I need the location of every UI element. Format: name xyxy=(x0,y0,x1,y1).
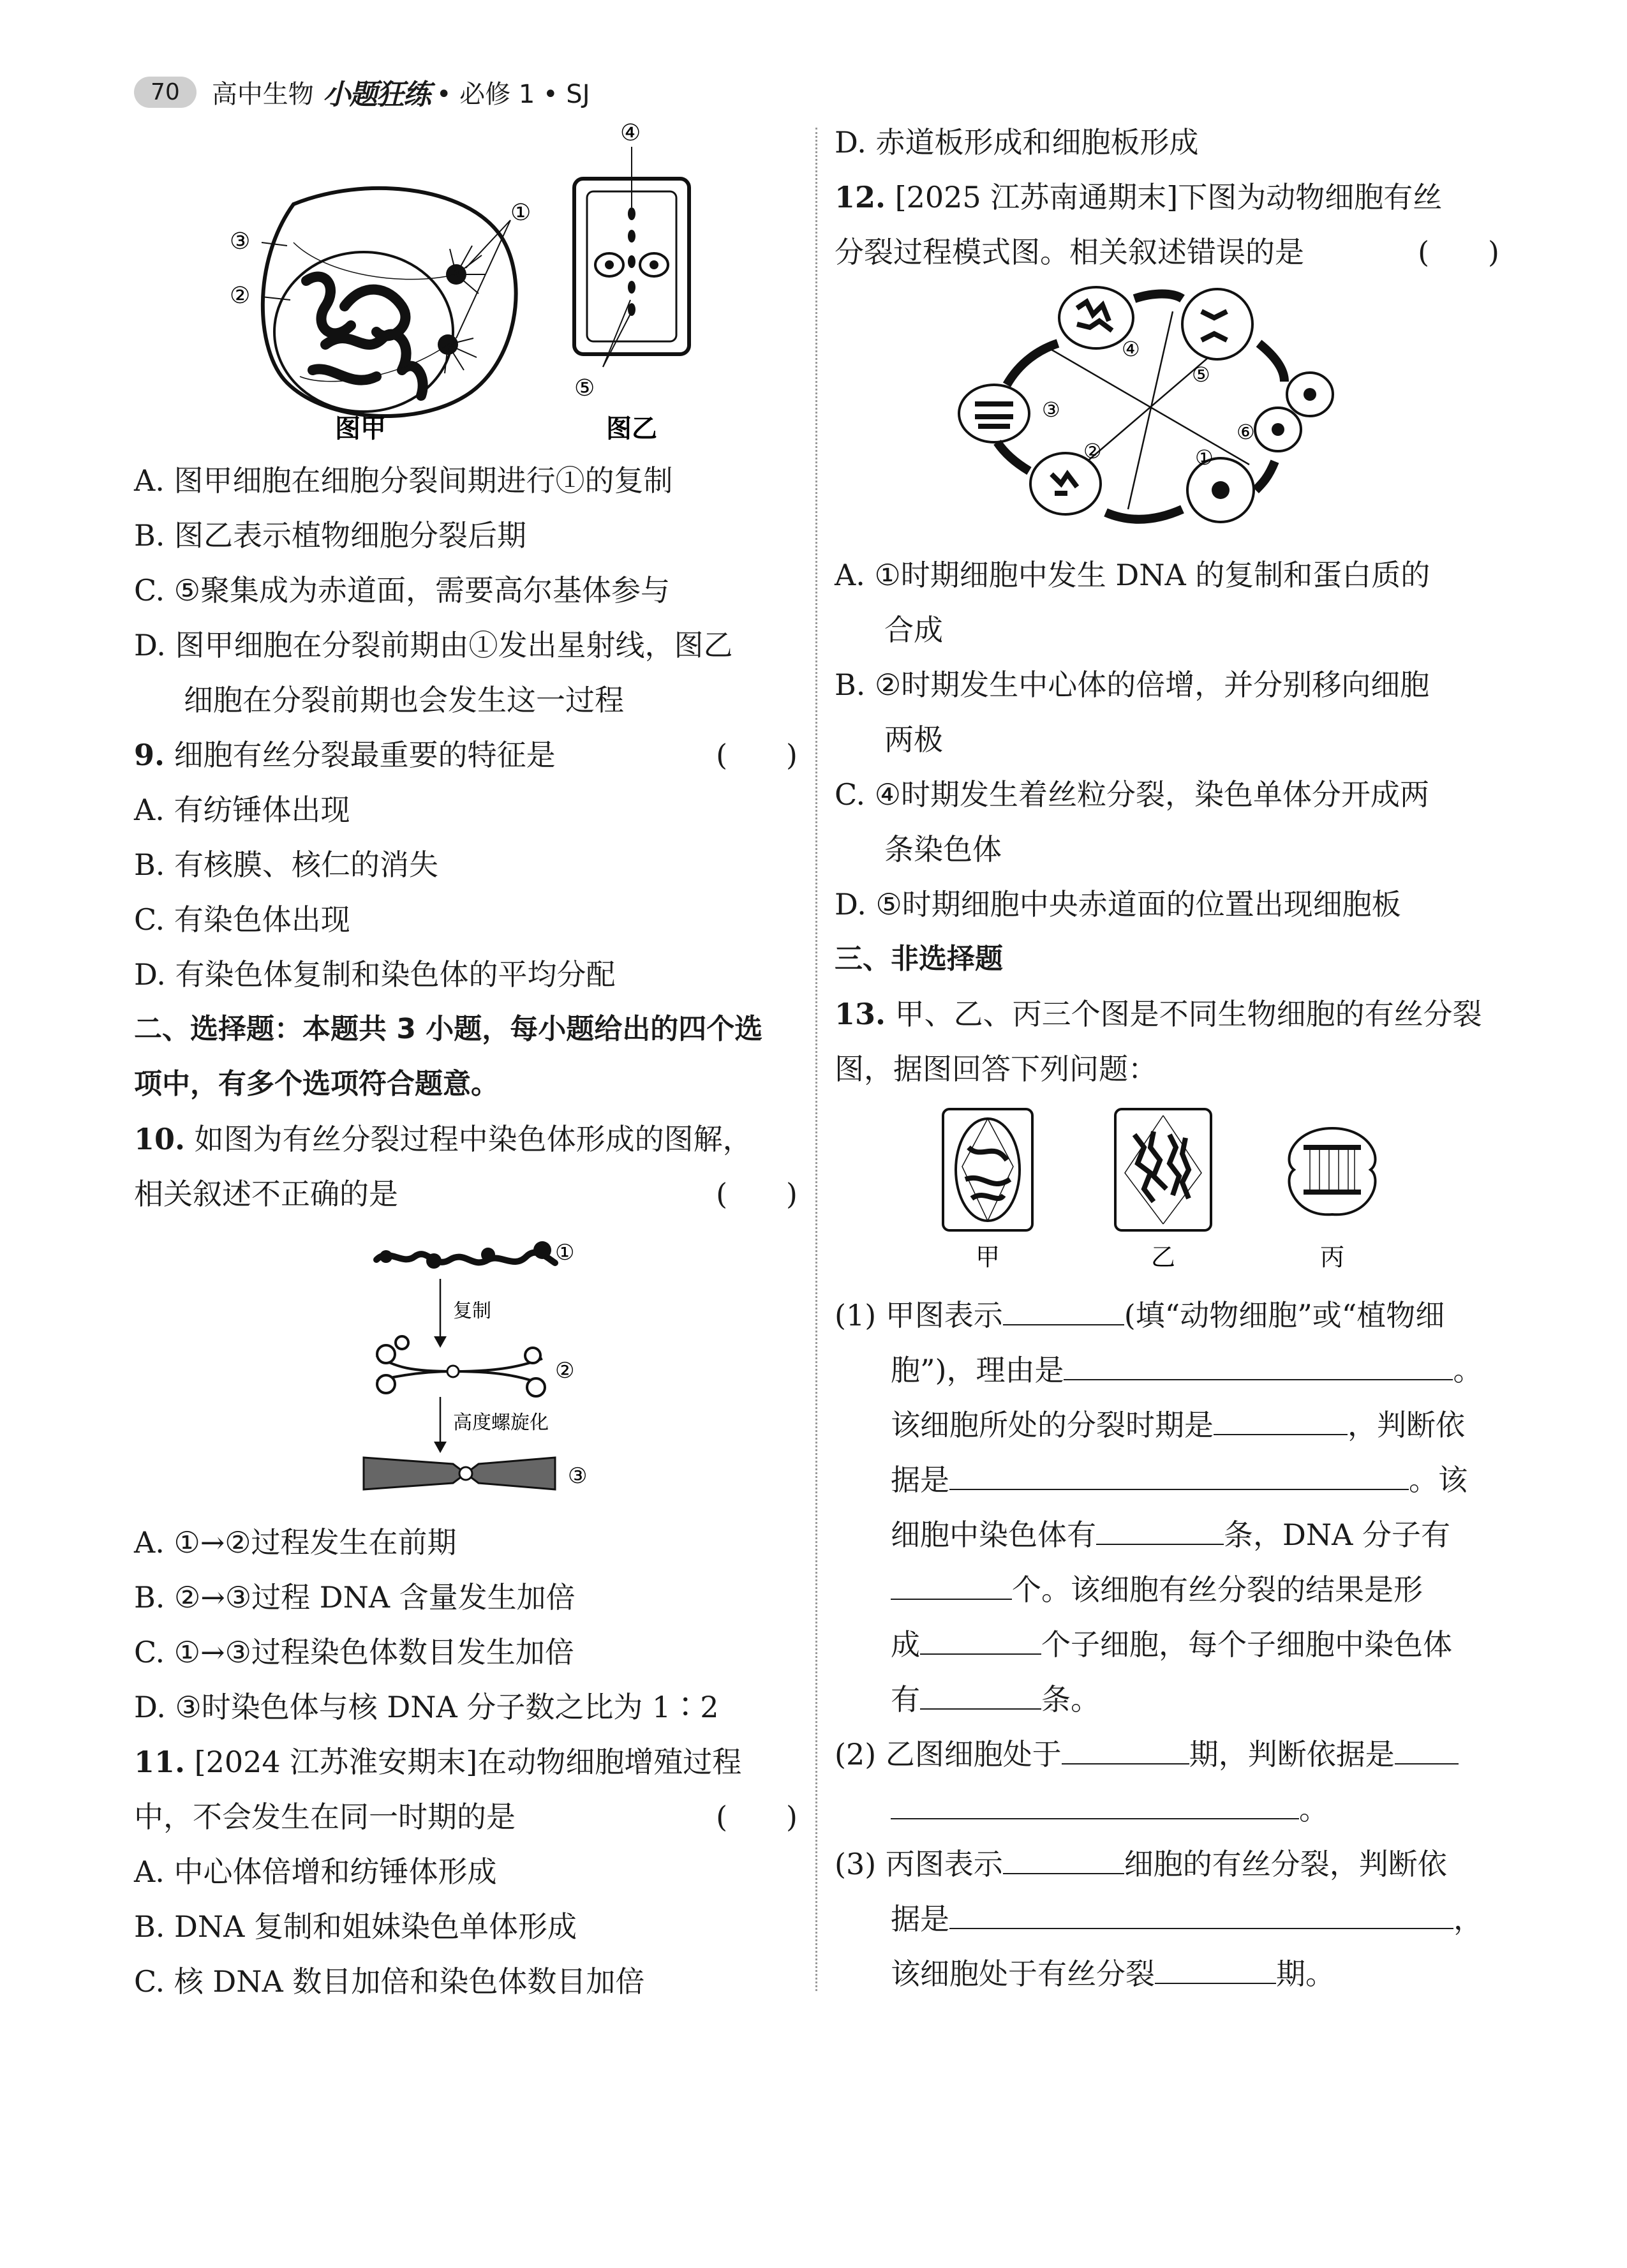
q12-stem-text2: 分裂过程模式图。相关叙述错误的是 xyxy=(835,235,1304,269)
q13-part1-line6 xyxy=(835,1562,1506,1617)
left-column xyxy=(134,115,804,2009)
q13-blank-chromosome-count[interactable] xyxy=(1096,1508,1224,1545)
q13-p1-l3a: 该细胞所处的分裂时期是 xyxy=(891,1408,1214,1442)
q8-option-d-line2: 细胞在分裂前期也会发生这一过程 xyxy=(184,683,624,717)
fig10-copy-label: 复制 xyxy=(453,1300,491,1322)
q13-p3-l1b: 细胞的有丝分裂，判断依 xyxy=(1124,1847,1447,1881)
q8-option-c: C. ⑤聚集成为赤道面，需要高尔基体参与 xyxy=(134,573,671,608)
cell-bing-q13 xyxy=(1289,1128,1376,1214)
q13-blank-reason[interactable] xyxy=(1064,1343,1453,1380)
book-subtitle: • 必修 1 • SJ xyxy=(436,79,590,109)
q11-stem-line2 xyxy=(134,1789,804,1844)
fig8-label-4: ④ xyxy=(620,120,641,146)
q9-stem-text: 细胞有丝分裂最重要的特征是 xyxy=(174,738,556,772)
cell-jia-q13 xyxy=(943,1109,1032,1230)
q10-stem-line2 xyxy=(134,1167,804,1221)
q12-option-a-line2: 合成 xyxy=(884,613,943,647)
q8-option-b: B. 图乙表示植物细胞分裂后期 xyxy=(134,518,527,553)
section3-heading: 三、非选择题 xyxy=(835,943,1003,975)
fig13-caption-bing: 丙 xyxy=(1319,1243,1345,1271)
q13-p1-l8b: 条。 xyxy=(1041,1682,1100,1717)
fig10-label-3: ③ xyxy=(568,1463,588,1489)
q13-p1-l4a: 据是 xyxy=(891,1463,949,1497)
cell-jia-illustration xyxy=(262,188,516,416)
q13-part3-line3 xyxy=(835,1946,1506,2001)
q9-option-a: A. 有纺锤体出现 xyxy=(134,793,350,827)
q13-part3-line1 xyxy=(835,1837,1506,1891)
figure-q10-drawing xyxy=(134,1221,804,1515)
cell-stage-3 xyxy=(959,385,1029,442)
cell-stage-5 xyxy=(1182,289,1252,359)
q10-answer-paren: ( ) xyxy=(716,1177,798,1211)
q10-stem-line1 xyxy=(134,1112,804,1167)
q10-option-b: B. ②→③过程 DNA 含量发生加倍 xyxy=(134,1580,576,1615)
q13-p2-l1b: 期，判断依据是 xyxy=(1189,1737,1395,1772)
chromatin-illustration xyxy=(376,1241,555,1269)
fig10-label-2: ② xyxy=(555,1358,575,1384)
figure-q13-drawing xyxy=(835,1096,1506,1288)
figure-q8-drawing xyxy=(134,115,804,453)
q11-number: 11. xyxy=(134,1745,186,1779)
section2-heading-line1: 二、选择题：本题共 3 小题，每小题给出的四个选 xyxy=(134,1013,763,1045)
q12-stem-line1 xyxy=(835,170,1506,225)
q10-option-d: D. ③时染色体与核 DNA 分子数之比为 1∶2 xyxy=(134,1690,719,1724)
q13-blank-yi-basis-start[interactable] xyxy=(1395,1727,1459,1764)
q13-blank-cell-type[interactable] xyxy=(1003,1288,1124,1325)
q13-p3-l2a: 据是 xyxy=(891,1902,949,1936)
q13-p3-l2b: ， xyxy=(1453,1902,1483,1936)
q9-option-c: C. 有染色体出现 xyxy=(134,902,350,937)
q13-p1-l2b: 。 xyxy=(1453,1353,1483,1387)
q13-part1-line8 xyxy=(835,1672,1506,1727)
q12-number: 12. xyxy=(835,180,886,214)
q13-stem-text1: 甲、乙、丙三个图是不同生物细胞的有丝分裂 xyxy=(895,997,1482,1031)
q13-part1-line5 xyxy=(835,1507,1506,1562)
cell-yi-q13 xyxy=(1115,1109,1211,1230)
cycle-arrow-5-6 xyxy=(1259,343,1284,382)
q11-stem-text2: 中，不会发生在同一时期的是 xyxy=(134,1800,516,1834)
q13-part1-line1 xyxy=(835,1288,1506,1343)
q11-option-c: C. 核 DNA 数目加倍和染色体数目加倍 xyxy=(134,1964,645,1999)
arrow-copy-head xyxy=(434,1336,447,1348)
q11-stem-text1: [2024 江苏淮安期末]在动物细胞增殖过程 xyxy=(194,1745,742,1779)
q13-stem-line2: 图，据图回答下列问题： xyxy=(835,1052,1157,1086)
q13-blank-dna-count[interactable] xyxy=(891,1563,1012,1600)
q13-part1-line4 xyxy=(835,1452,1506,1507)
fig8-caption-yi: 图乙 xyxy=(606,414,657,444)
q10-stem-text1: 如图为有丝分裂过程中染色体形成的图解， xyxy=(194,1122,752,1156)
q12-option-b-line1: B. ②时期发生中心体的倍增，并分别移向细胞 xyxy=(835,668,1430,702)
q13-blank-daughter-chromosomes[interactable] xyxy=(920,1673,1041,1710)
q11-option-a: A. 中心体倍增和纺锤体形成 xyxy=(134,1854,497,1889)
q13-p1-l6b: 个。该细胞有丝分裂的结果是形 xyxy=(1012,1572,1423,1607)
figure-q10 xyxy=(134,1221,804,1515)
q13-p1-l8a: 有 xyxy=(891,1682,920,1717)
fig8-label-3: ③ xyxy=(230,228,251,255)
fig10-label-1: ① xyxy=(555,1240,575,1265)
fig8-label-1: ① xyxy=(510,200,531,226)
q13-blank-yi-basis[interactable] xyxy=(891,1782,1299,1819)
fig13-caption-jia: 甲 xyxy=(975,1243,1000,1271)
q13-blank-basis[interactable] xyxy=(949,1453,1409,1490)
fig12-label-2: ② xyxy=(1083,439,1102,463)
q10-number: 10. xyxy=(134,1122,186,1156)
cycle-arrow-1-2 xyxy=(1106,509,1182,519)
q13-blank-bing-basis[interactable] xyxy=(949,1892,1453,1929)
q8-option-a: A. 图甲细胞在细胞分裂间期进行①的复制 xyxy=(134,463,673,498)
fig10-spiral-label: 高度螺旋化 xyxy=(453,1412,549,1434)
fig12-label-6: ⑥ xyxy=(1237,420,1255,444)
q9-option-b: B. 有核膜、核仁的消失 xyxy=(134,847,439,882)
fig8-label-2: ② xyxy=(230,283,251,309)
fig8-label-5: ⑤ xyxy=(574,375,595,401)
q13-p1-l3b: ，判断依 xyxy=(1348,1408,1465,1442)
q13-blank-yi-stage[interactable] xyxy=(1062,1727,1189,1764)
fig12-label-3: ③ xyxy=(1042,398,1060,422)
cycle-arrow-2-3 xyxy=(997,442,1029,471)
q13-p1-l2a: 胞”)，理由是 xyxy=(891,1353,1064,1387)
figure-q12-drawing xyxy=(835,280,1506,548)
q13-part1-line7 xyxy=(835,1617,1506,1672)
cell-stage-6 xyxy=(1255,373,1333,451)
q11-stem-line1 xyxy=(134,1735,804,1789)
q9-option-d: D. 有染色体复制和染色体的平均分配 xyxy=(134,957,616,992)
q13-part3-line2 xyxy=(835,1891,1506,1946)
q9-answer-paren: ( ) xyxy=(716,738,798,772)
q13-blank-stage[interactable] xyxy=(1214,1398,1348,1435)
q10-option-a: A. ①→②过程发生在前期 xyxy=(134,1525,457,1560)
q13-blank-daughter-cells[interactable] xyxy=(920,1618,1041,1655)
q10-stem-text2: 相关叙述不正确的是 xyxy=(134,1177,398,1211)
q13-p1-l1a: (1) 甲图表示 xyxy=(835,1298,1003,1332)
right-column xyxy=(835,115,1506,2001)
q13-part1-line2 xyxy=(835,1343,1506,1398)
arrow-spiral-head xyxy=(434,1442,447,1453)
q13-part1-line3 xyxy=(835,1398,1506,1452)
cycle-arrow-4-5 xyxy=(1134,294,1182,299)
q13-blank-bing-type[interactable] xyxy=(1003,1837,1124,1874)
q11-answer-paren: ( ) xyxy=(716,1800,798,1834)
q10-option-c: C. ①→③过程染色体数目发生加倍 xyxy=(134,1635,574,1669)
q12-option-b-line2: 两极 xyxy=(884,722,943,757)
q12-stem-text1: [2025 江苏南通期末]下图为动物细胞有丝 xyxy=(895,180,1443,214)
cycle-arrow-6-1 xyxy=(1256,461,1275,490)
replicated-chromatin-illustration xyxy=(376,1336,545,1396)
q12-stem-line2 xyxy=(835,225,1506,280)
q12-answer-paren: ( ) xyxy=(1418,235,1499,269)
figure-q13 xyxy=(835,1096,1506,1288)
q11-option-b: B. DNA 复制和姐妹染色单体形成 xyxy=(134,1909,577,1944)
q13-stem-line1 xyxy=(835,987,1506,1041)
fig13-caption-yi: 乙 xyxy=(1150,1243,1176,1271)
q13-p1-l1b: (填“动物细胞”或“植物细 xyxy=(1124,1298,1445,1332)
q9-number: 9. xyxy=(134,738,165,772)
q13-part2-line1 xyxy=(835,1727,1506,1782)
q13-p1-l4b: 。该 xyxy=(1409,1463,1467,1497)
figure-q8 xyxy=(134,115,804,453)
figure-q12 xyxy=(835,280,1506,548)
page-header xyxy=(134,71,590,112)
q11-option-d: D. 赤道板形成和细胞板形成 xyxy=(835,125,1199,160)
cell-yi-illustration xyxy=(574,147,689,367)
q9-stem xyxy=(134,727,804,782)
q12-option-d: D. ⑤时期细胞中央赤道面的位置出现细胞板 xyxy=(835,887,1401,921)
chromosome-illustration xyxy=(364,1458,555,1489)
page-number: 70 xyxy=(134,77,197,108)
q13-part2-line2 xyxy=(835,1782,1506,1837)
section2-heading-line2: 项中，有多个选项符合题意。 xyxy=(134,1068,499,1100)
column-divider xyxy=(815,128,817,1991)
q13-blank-bing-stage[interactable] xyxy=(1155,1947,1276,1984)
cycle-arrow-3-4 xyxy=(1007,343,1058,385)
q13-p2-l1a: (2) 乙图细胞处于 xyxy=(835,1737,1062,1772)
fig12-label-5: ⑤ xyxy=(1192,362,1210,387)
q13-p3-l3a: 该细胞处于有丝分裂 xyxy=(891,1957,1155,1991)
q13-p2-l2b: 。 xyxy=(1299,1792,1328,1826)
q12-option-a-line1: A. ①时期细胞中发生 DNA 的复制和蛋白质的 xyxy=(835,558,1430,592)
book-title: 高中生物 xyxy=(211,79,314,109)
q13-p3-l1a: (3) 丙图表示 xyxy=(835,1847,1003,1881)
q13-p1-l7a: 成 xyxy=(891,1627,920,1662)
q13-p1-l7b: 个子细胞，每个子细胞中染色体 xyxy=(1041,1627,1452,1662)
q13-p1-l5a: 细胞中染色体有 xyxy=(891,1518,1096,1552)
q13-p1-l5b: 条，DNA 分子有 xyxy=(1224,1518,1450,1552)
q13-number: 13. xyxy=(835,997,886,1031)
fig12-label-4: ④ xyxy=(1122,337,1140,361)
fig12-label-1: ① xyxy=(1195,445,1214,470)
fig8-caption-jia: 图甲 xyxy=(335,414,386,444)
q12-option-c-line2: 条染色体 xyxy=(884,832,1002,867)
q8-option-d-line1: D. 图甲细胞在分裂前期由①发出星射线，图乙 xyxy=(134,628,733,662)
series-logo: 小题狂练 xyxy=(322,78,430,111)
q12-option-c-line1: C. ④时期发生着丝粒分裂，染色单体分开成两 xyxy=(835,777,1430,812)
q13-p3-l3b: 期。 xyxy=(1276,1957,1335,1991)
